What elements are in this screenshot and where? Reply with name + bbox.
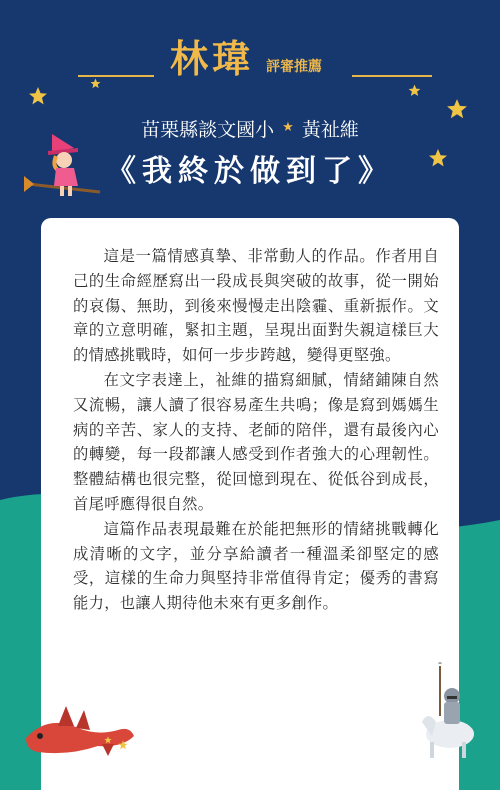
red-dragon-illustration [18, 696, 138, 760]
author-school: 苗栗縣談文國小 [141, 119, 275, 141]
star-icon [408, 84, 421, 97]
star-icon: ★ [282, 120, 294, 135]
review-body [73, 244, 439, 616]
review-paragraph: 在文字表達上，祉維的描寫細膩，情緒鋪陳自然又流暢，讓人讀了很容易產生共鳴；像是寫到媽媽生病的辛苦、家人的支持、老師的陪伴，還有最後內心的轉變，每一段都讓人感受到作者強大的心理韌性。整體結構也很完整，從回憶到現在、從低谷到成長，首尾呼應得很自然。 [73, 370, 439, 513]
knight-on-horse-illustration [414, 662, 484, 762]
star-icon [90, 78, 101, 89]
reviewer-role: 評審推薦 [266, 59, 322, 75]
star-icon [28, 86, 48, 106]
star-icon [118, 740, 128, 750]
reviewer-name: 林瑋 [170, 37, 255, 81]
author-line [0, 121, 500, 140]
star-icon [104, 736, 112, 744]
header-divider-left [78, 75, 154, 77]
review-paragraph: 這篇作品表現最難在於能把無形的情緒挑戰轉化成清晰的文字，並分享給讀者一種溫柔卻堅定的感受，這樣的生命力與堅持非常值得肯定；優秀的書寫能力，也讓人期待他未來有更多創作。 [73, 519, 439, 613]
review-paragraph: 這是一篇情感真摯、非常動人的作品。作者用自己的生命經歷寫出一段成長與突破的故事，從一開始的哀傷、無助，到後來慢慢走出陰霾、重新振作。文章的立意明確，緊扣主題，呈現出面對失親這樣巨大的情感挑戰時，如何一步步跨越，變得更堅強。 [73, 247, 439, 365]
header-divider-right [352, 75, 432, 77]
star-icon [446, 98, 468, 120]
essay-title: 《我終於做到了》 [106, 154, 394, 189]
author-name: 黃祉維 [301, 119, 359, 141]
